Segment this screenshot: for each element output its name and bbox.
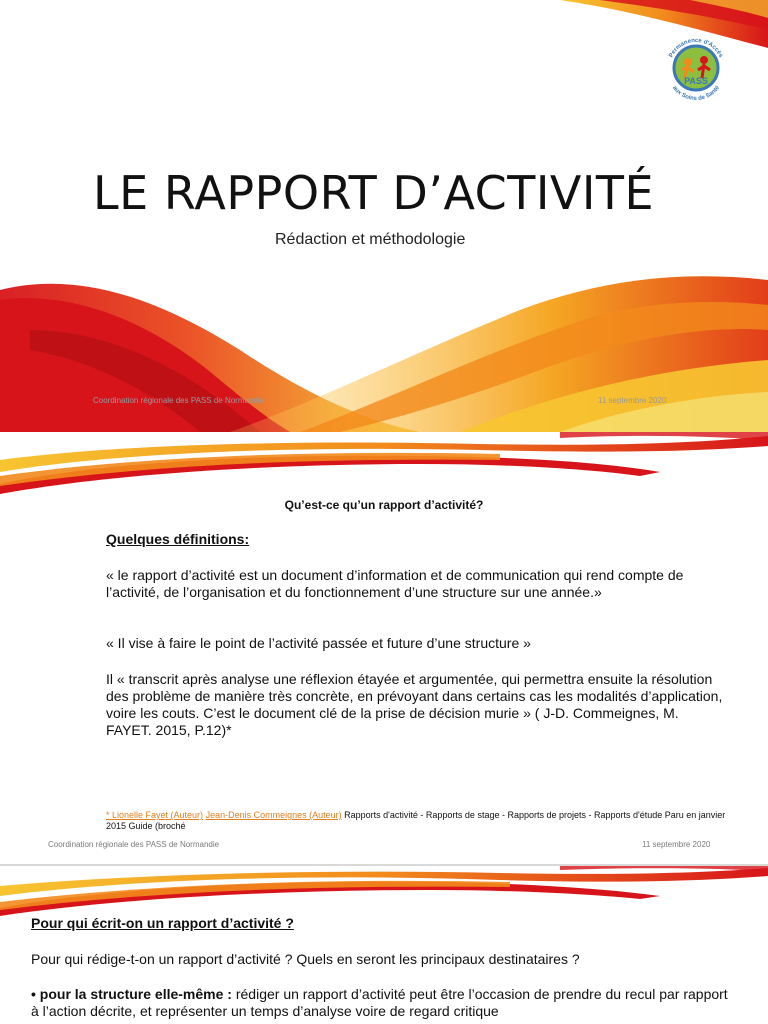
reference-author-link-2[interactable]: Jean-Denis Commeignes (Auteur) (205, 810, 342, 820)
bullet-label: • pour la structure elle-même : (31, 986, 232, 1002)
definition-paragraph-2: « Il vise à faire le point de l’activité passée et future d’une structure » (106, 635, 531, 651)
definitions-slide (0, 432, 768, 866)
audience-bullet-structure (31, 986, 731, 1020)
reference-text: Rapports d'activité - Rapports de stage - Rapports de projets - Rapports d'étude Paru en janvier 2015 Guide (broché (106, 810, 726, 831)
section-question: Qu’est-ce qu’un rapport d’activité? (284, 498, 484, 512)
footer-left: Coordination régionale des PASS de Normandie (48, 840, 220, 849)
logo-top-text: Permanence d'Accès (668, 37, 724, 59)
footer-left: Coordination régionale des PASS de Normandie (93, 396, 265, 405)
logo-center-text: PASS (684, 76, 708, 86)
pass-logo (660, 32, 732, 104)
slide-title: LE RAPPORT D’ACTIVITÉ (93, 166, 655, 220)
section-heading: Pour qui écrit-on un rapport d’activité ? (31, 915, 294, 931)
title-slide (0, 0, 768, 432)
definitions-heading: Quelques définitions: (106, 531, 250, 547)
audience-question: Pour qui rédige-t-on un rapport d’activité ? Quels en seront les principaux destinataires ? (31, 951, 580, 967)
bibliographic-reference (106, 810, 726, 832)
logo-bottom-text: aux Soins de Santé (671, 85, 721, 103)
slide-subtitle: Rédaction et méthodologie (275, 231, 466, 248)
reference-author-link-1[interactable]: * Lionelle Fayet (Auteur) (106, 810, 204, 820)
audience-slide (0, 866, 768, 1024)
footer-date: 11 septembre 2020 (598, 396, 667, 405)
bullet-text: rédiger un rapport d’activité peut être l’occasion de prendre du recul par rapport à l’action décrite, et représenter un temps d’analyse voire de regard critique (31, 986, 728, 1019)
top-wave-decoration (0, 432, 768, 502)
top-wave-decoration (0, 866, 768, 916)
footer-date: 11 septembre 2020 (642, 840, 711, 849)
definition-paragraph-3: Il « transcrit après analyse une réflexion étayée et argumentée, qui permettra ensuite la résolution des problème de manière très concrète, en prévoyant dans certains cas les modalités d’application, voire les couts. C’est le document clé de la prise de décision murie » ( J-D. Commeignes, M. FAYET. 2015, P.12)* (106, 671, 723, 738)
definition-paragraph-1: « le rapport d’activité est un document d’information et de communication qui rend compte de l’activité, de l’organisation et du fonctionnement d’une structure sur une année.» (106, 567, 684, 600)
